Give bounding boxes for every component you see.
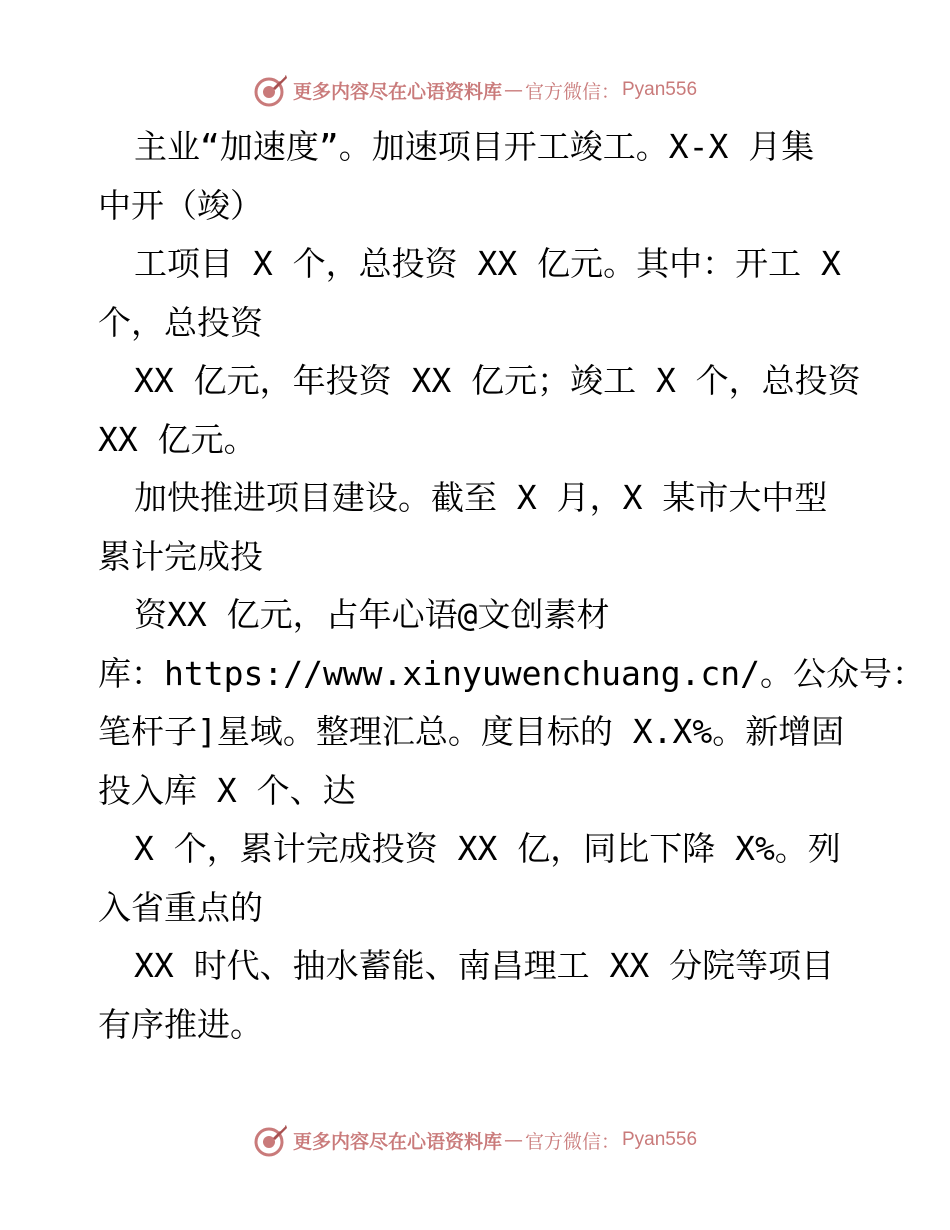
text-line: 入省重点的 bbox=[98, 887, 263, 927]
text-line: 加快推进项目建设。截至 X 月，X 某市大中型 bbox=[134, 478, 828, 517]
text-line: 主业“加速度”。加速项目开工竣工。X-X 月集 bbox=[134, 127, 815, 166]
text-line: 累计完成投 bbox=[98, 536, 263, 576]
banner-slogan: 更多内容尽在心语资料库 bbox=[292, 80, 502, 103]
text-line: 笔杆子]星域。整理汇总。度目标的 X.X%。新增固 bbox=[98, 712, 845, 751]
quill-pen-seal-icon bbox=[253, 1122, 289, 1158]
text-line: 有序推进。 bbox=[98, 1004, 263, 1044]
text-line: 资XX 亿元，占年心语@文创素材 bbox=[134, 595, 610, 634]
header-watermark-banner bbox=[0, 70, 950, 110]
text-line: XX 亿元，年投资 XX 亿元；竣工 X 个，总投资 bbox=[134, 361, 861, 400]
banner-dash: — bbox=[503, 79, 523, 101]
quill-pen-seal-icon bbox=[253, 72, 289, 108]
text-line: 个，总投资 bbox=[98, 302, 263, 342]
text-line: XX 亿元。 bbox=[98, 419, 257, 459]
document-body bbox=[98, 118, 926, 1054]
text-line: 库：https://www.xinyuwenchuang.cn/。公众号： bbox=[98, 653, 926, 693]
text-line: 中开（竣） bbox=[98, 185, 263, 225]
text-line: 工项目 X 个，总投资 XX 亿元。其中：开工 X bbox=[134, 244, 841, 283]
banner-wechat-id: Pyan556 bbox=[622, 79, 698, 100]
text-line: 投入库 X 个、达 bbox=[98, 770, 356, 810]
banner-slogan: 更多内容尽在心语资料库 bbox=[292, 1130, 502, 1153]
banner-wechat-id: Pyan556 bbox=[622, 1129, 698, 1150]
banner-wechat-label: 官方微信： bbox=[524, 80, 620, 103]
footer-watermark-banner bbox=[0, 1120, 950, 1160]
banner-dash: — bbox=[503, 1129, 523, 1151]
text-line: XX 时代、抽水蓄能、南昌理工 XX 分院等项目 bbox=[134, 946, 835, 985]
banner-wechat-label: 官方微信： bbox=[524, 1130, 620, 1153]
text-line: X 个，累计完成投资 XX 亿，同比下降 X%。列 bbox=[134, 829, 841, 868]
